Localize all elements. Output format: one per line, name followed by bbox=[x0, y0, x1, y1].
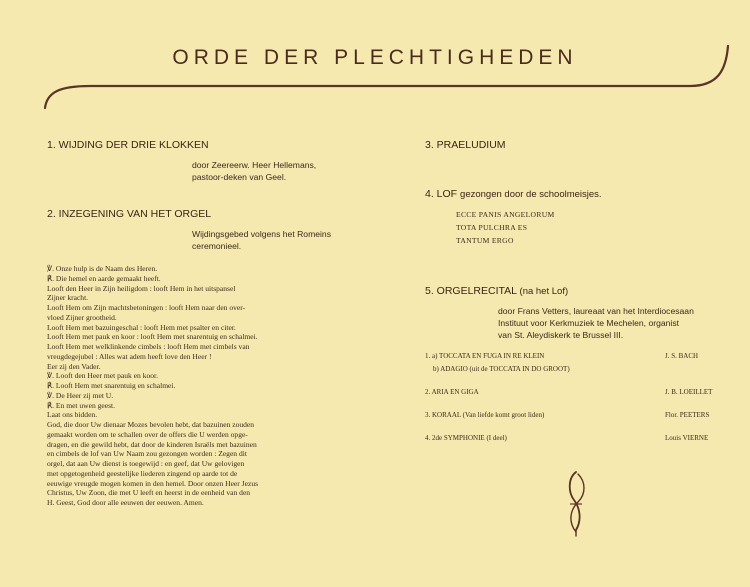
program-composer: J. B. LOEILLET bbox=[665, 388, 713, 396]
litany-line: Looft Hem met welklinkende cimbels : looft Hem met cimbels van bbox=[47, 342, 250, 351]
litany-line: Looft Hem met bazuingeschal : looft Hem met psalter en citer. bbox=[47, 322, 236, 332]
section-5-line: Instituut voor Kerkmuziek te Mechelen, organist bbox=[498, 318, 680, 328]
litany-line: dragen, en die gewild hebt, dat door de kinderen Israëls met bazuinen bbox=[47, 439, 257, 449]
section-5-heading bbox=[425, 285, 568, 297]
monogram-ornament bbox=[556, 468, 596, 538]
litany-line: Laat ons bidden. bbox=[47, 410, 98, 420]
litany-line: Looft den Heer in Zijn heiligdom : looft Hem in het uitspansel bbox=[47, 283, 236, 293]
litany-line: gemaakt worden om te schallen over de offers die U werden opge- bbox=[47, 429, 248, 439]
program-composer: Flor. PEETERS bbox=[665, 411, 710, 419]
litany-line: Looft Hem met pauk en koor : looft Hem met snarentuig en schalmei. bbox=[47, 332, 258, 342]
section-5-description bbox=[498, 305, 738, 341]
title-flourish bbox=[0, 0, 750, 120]
litany-line: ℟. En met uwen geest. bbox=[47, 400, 116, 410]
section-3-heading: 3. PRAELUDIUM bbox=[425, 139, 506, 151]
litany-line: Eer zij den Vader. bbox=[47, 361, 101, 371]
section-1-line: pastoor-deken van Geel. bbox=[192, 172, 287, 182]
litany-line: vloed Zijner grootheid. bbox=[47, 312, 117, 322]
litany-line: eeuwige vreugde mogen komen in den hemel. Door onzen Heer Jezus bbox=[47, 478, 259, 488]
program-composer: J. S. BACH bbox=[665, 352, 699, 360]
page-title: ORDE DER PLECHTIGHEDEN bbox=[172, 46, 578, 69]
hymn-title: TOTA PULCHRA ES bbox=[456, 223, 528, 232]
program-piece: 4. 2de SYMPHONIE (I deel) bbox=[425, 434, 507, 442]
hymn-title: TANTUM ERGO bbox=[456, 236, 514, 245]
section-2-heading: 2. INZEGENING VAN HET ORGEL bbox=[47, 208, 212, 220]
section-4-title: 4. LOF bbox=[425, 188, 458, 200]
litany-line: met opgetogenheid geestelijke liederen zingend op aarde tot de bbox=[47, 468, 238, 478]
program-composer: Louis VIERNE bbox=[665, 434, 709, 442]
section-2-line: Wijdingsgebed volgens het Romeins bbox=[192, 229, 332, 239]
program-piece: b) ADAGIO (uit de TOCCATA IN DO GROOT) bbox=[433, 365, 570, 373]
section-1-line: door Zeereerw. Heer Hellemans, bbox=[192, 160, 317, 170]
litany-line: ℣. De Heer zij met U. bbox=[47, 390, 114, 400]
litany-line: vreugdegejubel : Alles wat adem heeft love den Heer ! bbox=[47, 351, 212, 361]
litany-line: ℟. Die hemel en aarde gemaakt heeft. bbox=[47, 273, 161, 283]
litany-line: H. Geest, God door alle eeuwen der eeuwen. Amen. bbox=[47, 498, 204, 507]
litany-line: orgel, dat aan Uw dienst is toegewijd : en geef, dat Uw gelovigen bbox=[47, 459, 245, 468]
section-5-title: 5. ORGELRECITAL bbox=[425, 285, 517, 297]
section-5-line: door Frans Vetters, laureaat van het Interdiocesaan bbox=[498, 306, 694, 316]
litany-line: Zijner kracht. bbox=[47, 293, 89, 303]
section-4-subtitle: gezongen door de schoolmeisjes. bbox=[460, 189, 602, 200]
litany-line: Looft Hem om Zijn machtsbetoningen : looft Hem naar den over- bbox=[47, 303, 246, 312]
program-piece: 2. ARIA EN GIGA bbox=[425, 388, 479, 396]
litany-line: ℣. Onze hulp is de Naam des Heren. bbox=[47, 264, 158, 273]
section-4-heading bbox=[425, 188, 602, 200]
section-1-description bbox=[192, 159, 316, 183]
section-2-line: ceremonieel. bbox=[192, 241, 242, 251]
section-5-subtitle: (na het Lof) bbox=[519, 286, 569, 297]
program-piece: 3. KORAAL (Van liefde komt groot liden) bbox=[425, 411, 545, 419]
program-piece: 1. a) TOCCATA EN FUGA IN RE KLEIN bbox=[425, 352, 545, 360]
litany-line: ℣. Looft den Heer met pauk en koor. bbox=[47, 371, 158, 381]
litany-line: ℟. Looft Hem met snarentuig en schalmei. bbox=[47, 381, 176, 390]
litany-line: Christus, Uw Zoon, die met U leeft en heerst in de eenheid van den bbox=[47, 488, 251, 498]
litany-text bbox=[47, 264, 357, 508]
litany-line: God, die door Uw dienaar Mozes bevolen hebt, dat bazuinen zouden bbox=[47, 420, 255, 429]
section-1-heading: 1. WIJDING DER DRIE KLOKKEN bbox=[47, 139, 209, 151]
section-5-line: van St. Aleydiskerk te Brussel III. bbox=[498, 330, 624, 340]
section-2-description bbox=[192, 228, 331, 252]
lof-hymns bbox=[456, 208, 555, 247]
hymn-title: ECCE PANIS ANGELORUM bbox=[456, 210, 555, 219]
litany-line: en cimbels de lof van Uw Naam zou gezongen worden : Zegen dit bbox=[47, 449, 247, 459]
